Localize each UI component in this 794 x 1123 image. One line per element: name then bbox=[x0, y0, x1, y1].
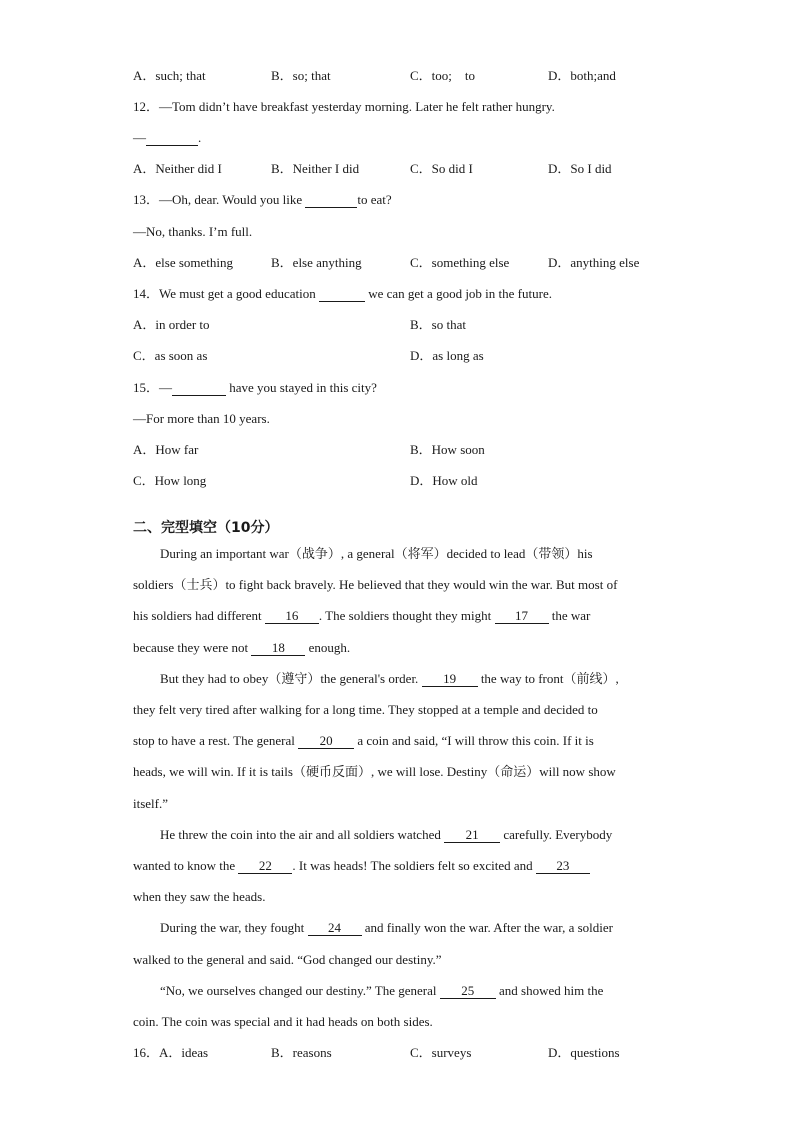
passage-text: the way to front（前线）, bbox=[477, 671, 619, 686]
q13-reply: —No, thanks. I’m full. bbox=[133, 224, 253, 239]
q11-option-b: B．so; that bbox=[271, 68, 331, 83]
passage-line bbox=[160, 982, 603, 1000]
q11-option-a: A．such; that bbox=[133, 68, 206, 83]
q13-stem bbox=[133, 191, 392, 209]
q13-stem-before: 13．—Oh, dear. Would you like bbox=[133, 192, 306, 207]
passage-line: itself.” bbox=[133, 796, 169, 811]
q14-option-a: A．in order to bbox=[133, 317, 210, 332]
passage-text: He threw the coin into the air and all soldiers watched bbox=[160, 827, 445, 842]
passage-line: soldiers（士兵）to fight back bravely. He believed that they would win the war. But most of bbox=[133, 577, 618, 592]
passage-text: the war bbox=[548, 608, 591, 623]
cloze-blank-24: 24 bbox=[308, 921, 362, 936]
q12-reply bbox=[133, 129, 201, 147]
cloze-blank-16: 16 bbox=[265, 609, 319, 624]
passage-text: enough. bbox=[305, 640, 351, 655]
q14-stem-before: 14．We must get a good education bbox=[133, 286, 319, 301]
passage-text: During the war, they fought bbox=[160, 920, 308, 935]
q16-option-a: 16．A．ideas bbox=[133, 1045, 209, 1060]
passage-text: . It was heads! The soldiers felt so excited and bbox=[292, 858, 536, 873]
passage-text: But they had to obey（遵守）the general's order. bbox=[160, 671, 422, 686]
q12-option-c: C．So did I bbox=[410, 161, 473, 176]
q12-option-a: A．Neither did I bbox=[133, 161, 222, 176]
cloze-blank-21: 21 bbox=[444, 828, 500, 843]
passage-line bbox=[160, 919, 613, 937]
passage-line bbox=[133, 607, 590, 625]
passage-text: and finally won the war. After the war, a soldier bbox=[361, 920, 613, 935]
q12-answer-blank bbox=[146, 131, 198, 146]
q15-stem-before: 15．— bbox=[133, 380, 173, 395]
q15-option-d: D．How old bbox=[410, 473, 478, 488]
q16-option-b: B．reasons bbox=[271, 1045, 332, 1060]
passage-line bbox=[160, 670, 619, 688]
passage-text: . The soldiers thought they might bbox=[318, 608, 495, 623]
passage-line: when they saw the heads. bbox=[133, 889, 266, 904]
passage-line: heads, we will win. If it is tails（硬币反面）, we will lose. Destiny（命运）will now show bbox=[133, 764, 616, 779]
q15-option-b: B．How soon bbox=[410, 442, 485, 457]
q12-reply-dash: — bbox=[133, 130, 146, 145]
q12-option-b: B．Neither I did bbox=[271, 161, 360, 176]
q11-option-d: D．both;and bbox=[548, 68, 616, 83]
q13-option-b: B．else anything bbox=[271, 255, 362, 270]
q14-stem-after: we can get a good job in the future. bbox=[364, 286, 552, 301]
q15-stem-after: have you stayed in this city? bbox=[226, 380, 377, 395]
passage-text: wanted to know the bbox=[133, 858, 239, 873]
passage-text: because they were not bbox=[133, 640, 252, 655]
passage-line: walked to the general and said. “God changed our destiny.” bbox=[133, 952, 442, 967]
passage-line: coin. The coin was special and it had heads on both sides. bbox=[133, 1014, 433, 1029]
q13-answer-blank bbox=[305, 193, 357, 208]
q15-stem bbox=[133, 379, 377, 397]
passage-text: carefully. Everybody bbox=[500, 827, 613, 842]
q14-option-b: B．so that bbox=[410, 317, 466, 332]
q13-option-d: D．anything else bbox=[548, 255, 640, 270]
cloze-blank-18: 18 bbox=[251, 641, 305, 656]
passage-line: they felt very tired after walking for a long time. They stopped at a temple and decided to bbox=[133, 702, 598, 717]
q16-option-c: C．surveys bbox=[410, 1045, 472, 1060]
passage-text: “No, we ourselves changed our destiny.” The general bbox=[160, 983, 440, 998]
cloze-blank-17: 17 bbox=[495, 609, 549, 624]
q13-option-a: A．else something bbox=[133, 255, 234, 270]
cloze-blank-22: 22 bbox=[238, 859, 292, 874]
q14-answer-blank bbox=[319, 287, 365, 302]
passage-text: a coin and said, “I will throw this coin. If it is bbox=[354, 733, 594, 748]
passage-line bbox=[133, 732, 594, 750]
q16-option-d: D．questions bbox=[548, 1045, 620, 1060]
q14-option-d: D．as long as bbox=[410, 348, 484, 363]
q12-option-d: D．So I did bbox=[548, 161, 612, 176]
cloze-blank-20: 20 bbox=[298, 734, 354, 749]
passage-text: stop to have a rest. The general bbox=[133, 733, 299, 748]
passage-line bbox=[133, 639, 350, 657]
cloze-blank-25: 25 bbox=[440, 984, 496, 999]
q15-option-c: C．How long bbox=[133, 473, 207, 488]
q11-option-c: C．too; to bbox=[410, 68, 476, 83]
passage-text: and showed him the bbox=[495, 983, 604, 998]
q14-stem bbox=[133, 285, 552, 303]
q15-answer-blank bbox=[172, 381, 226, 396]
section-title-cloze: 二、完型填空（10分） bbox=[133, 520, 279, 536]
q12-reply-period: . bbox=[198, 130, 202, 145]
passage-text: his soldiers had different bbox=[133, 608, 265, 623]
q13-stem-after: to eat? bbox=[357, 192, 392, 207]
passage-line: During an important war（战争）, a general（将军）decided to lead（带领）his bbox=[160, 546, 593, 561]
passage-line bbox=[133, 857, 590, 875]
passage-line bbox=[160, 826, 612, 844]
q15-reply: —For more than 10 years. bbox=[133, 411, 270, 426]
q14-option-c: C．as soon as bbox=[133, 348, 208, 363]
cloze-blank-23: 23 bbox=[536, 859, 590, 874]
q13-option-c: C．something else bbox=[410, 255, 510, 270]
q15-option-a: A．How far bbox=[133, 442, 199, 457]
q12-stem: 12．—Tom didn’t have breakfast yesterday morning. Later he felt rather hungry. bbox=[133, 99, 555, 114]
cloze-blank-19: 19 bbox=[422, 672, 478, 687]
